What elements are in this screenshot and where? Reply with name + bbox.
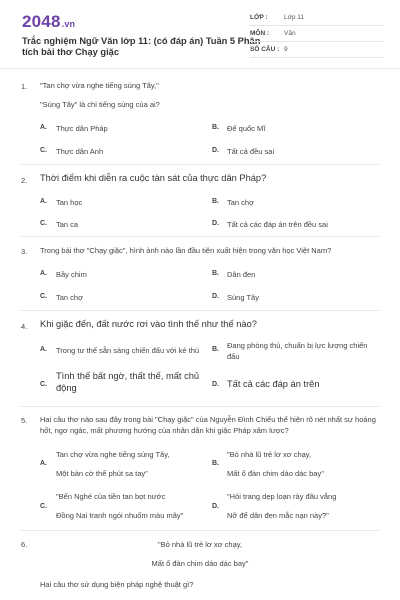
question-text: Trong bài thơ "Chạy giặc", hình ảnh nào lần đầu tiên xuất hiện trong văn học Việt Nam? bbox=[40, 246, 332, 255]
option-letter: C. bbox=[40, 220, 47, 227]
option-letter: D. bbox=[212, 293, 219, 300]
option-letter: B. bbox=[212, 124, 219, 131]
logo-suffix: .vn bbox=[61, 19, 76, 29]
meta-label: MÔN : bbox=[250, 30, 270, 37]
answer-option[interactable]: Tất cả đều sai bbox=[227, 147, 275, 156]
meta-row-class bbox=[250, 10, 383, 26]
option-letter: A. bbox=[40, 346, 47, 353]
option-letter: B. bbox=[212, 198, 219, 205]
answer-option[interactable]: Tất cả các đáp án trên đều sai bbox=[227, 220, 328, 229]
question-divider bbox=[20, 236, 380, 237]
page-header bbox=[0, 0, 400, 69]
answer-option[interactable]: Tan chợ vừa nghe tiếng súng Tây, bbox=[56, 450, 170, 459]
question-number: 4. bbox=[21, 322, 28, 331]
option-letter: A. bbox=[40, 270, 47, 277]
question-number: 2. bbox=[21, 176, 28, 185]
question-text: Thời điểm khi diễn ra cuộc tàn sát của thực dân Pháp? bbox=[40, 173, 267, 183]
answer-option[interactable]: Thực dân Anh bbox=[56, 147, 104, 156]
meta-row-count bbox=[250, 42, 383, 58]
answer-option[interactable]: "Bỏ nhà lũ trẻ lơ xơ chạy, bbox=[227, 450, 312, 459]
option-letter: A. bbox=[40, 198, 47, 205]
option-letter: C. bbox=[40, 381, 47, 388]
answer-option[interactable]: Đồng Nai tranh ngói nhuốm màu mây" bbox=[56, 511, 184, 520]
question-text: Hai câu thơ nào sau đây trong bài "Chạy giặc" của Nguyễn Đình Chiểu thể hiện rõ nét nhất sự hoảng hốt, ngơ ngác, mất phương hướng của nhân dân khi giặc Pháp xâm lược? bbox=[40, 415, 376, 435]
question-divider bbox=[20, 164, 380, 165]
meta-label: LỚP : bbox=[250, 14, 268, 21]
quoted-verse: Mất ổ đàn chim dáo dác bay" bbox=[151, 559, 249, 568]
meta-value: 9 bbox=[284, 46, 288, 53]
answer-option[interactable]: Đế quốc Mĩ bbox=[227, 124, 266, 133]
option-letter: D. bbox=[212, 381, 219, 388]
meta-label: SỐ CÂU : bbox=[250, 46, 280, 53]
answer-option[interactable]: Đang phòng thủ, chuẩn bị lực lượng chiến đấu bbox=[227, 341, 368, 361]
option-letter: A. bbox=[40, 124, 47, 131]
answer-option[interactable]: Mất ổ đàn chim dáo dác bay" bbox=[227, 469, 324, 478]
option-letter: D. bbox=[212, 220, 219, 227]
answer-option[interactable]: Nỡ để dân đen mắc nạn này?" bbox=[227, 511, 329, 520]
question-text: Hai câu thơ sử dụng biện pháp nghệ thuật gì? bbox=[40, 580, 194, 589]
question-text: "Súng Tây" là chỉ tiếng súng của ai? bbox=[40, 100, 160, 109]
answer-option[interactable]: Tình thế bất ngờ, thất thế, mất chủ động bbox=[56, 371, 200, 393]
answer-option[interactable]: "Hỏi trang dẹp loạn rày đâu vắng bbox=[227, 492, 337, 501]
quoted-verse: "Bỏ nhà lũ trẻ lơ xơ chạy, bbox=[157, 540, 243, 549]
page-title: Trắc nghiệm Ngữ Văn lớp 11: (có đáp án) Tuần 5 Phân tích bài thơ Chạy giặc bbox=[22, 36, 261, 57]
meta-row-subject bbox=[250, 26, 383, 42]
option-letter: B. bbox=[212, 460, 219, 467]
answer-option[interactable]: Tan chợ bbox=[56, 293, 84, 302]
question-divider bbox=[20, 530, 380, 531]
option-letter: B. bbox=[212, 270, 219, 277]
quiz-meta-table bbox=[250, 10, 383, 58]
option-letter: C. bbox=[40, 293, 47, 300]
site-logo[interactable] bbox=[22, 12, 75, 32]
answer-option[interactable]: Dân đen bbox=[227, 270, 256, 279]
option-letter: A. bbox=[40, 460, 47, 467]
answer-option[interactable]: Tan học bbox=[56, 198, 83, 207]
answer-option[interactable]: Tất cả các đáp án trên bbox=[227, 379, 320, 389]
option-letter: C. bbox=[40, 147, 47, 154]
answer-option[interactable]: "Bến Nghé của tiền tan bọt nước bbox=[56, 492, 166, 501]
question-divider bbox=[20, 310, 380, 311]
meta-value: Lớp 11 bbox=[284, 14, 305, 21]
answer-option[interactable]: Tan chợ bbox=[227, 198, 255, 207]
question-number: 3. bbox=[21, 247, 28, 256]
answer-option[interactable]: Súng Tây bbox=[227, 293, 259, 302]
question-text: Khi giặc đến, đất nước rơi vào tình thế như thế nào? bbox=[40, 319, 257, 329]
meta-value: Văn bbox=[284, 30, 296, 37]
answer-option[interactable]: Thực dân Pháp bbox=[56, 124, 108, 133]
option-letter: D. bbox=[212, 503, 219, 510]
option-letter: B. bbox=[212, 346, 219, 353]
question-number: 1. bbox=[21, 82, 28, 91]
question-divider bbox=[20, 406, 380, 407]
option-letter: C. bbox=[40, 503, 47, 510]
question-text: "Tan chợ vừa nghe tiếng súng Tây," bbox=[40, 81, 159, 90]
question-number: 6. bbox=[21, 540, 28, 549]
answer-option[interactable]: Tan ca bbox=[56, 220, 79, 229]
answer-option[interactable]: Bầy chim bbox=[56, 270, 87, 279]
answer-option[interactable]: Trong tư thế sẵn sàng chiến đấu với kẻ thù bbox=[56, 346, 200, 355]
answer-option[interactable]: Một bàn cờ thế phút sa tay" bbox=[56, 469, 148, 478]
question-number: 5. bbox=[21, 416, 28, 425]
logo-main: 2048 bbox=[22, 12, 61, 31]
option-letter: D. bbox=[212, 147, 219, 154]
